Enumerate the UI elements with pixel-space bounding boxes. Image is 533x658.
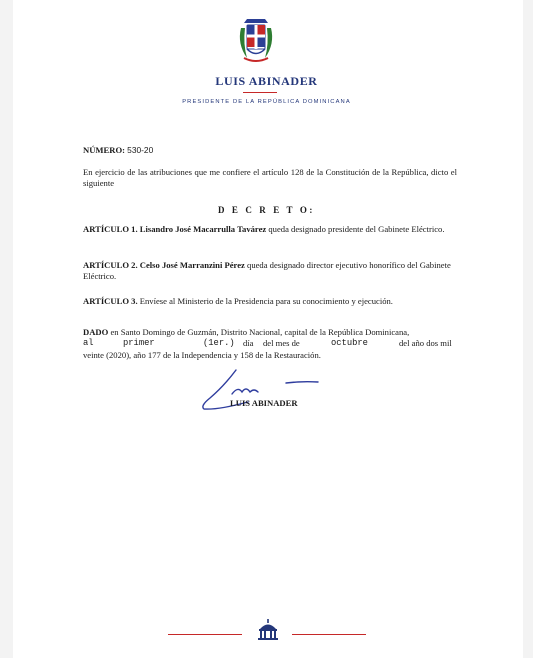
dado-al: al xyxy=(83,338,94,348)
letterhead-title: PRESIDENTE DE LA REPÚBLICA DOMINICANA xyxy=(182,99,351,105)
dado-dia: día xyxy=(243,338,254,348)
dado-day-word: primer xyxy=(123,338,155,348)
decree-number-value: 530-20 xyxy=(127,145,154,155)
palace-emblem-icon xyxy=(256,619,280,641)
dado-line-3: veinte (2020), año 177 de la Independencia y 158 de la Restauración. xyxy=(83,350,321,360)
dado-anio: del año dos mil xyxy=(399,338,452,348)
article-3 xyxy=(83,296,457,307)
article-1-text: queda designado presidente del Gabinete Eléctrico. xyxy=(268,224,445,234)
dado-line-1 xyxy=(83,327,457,338)
dado-date-line xyxy=(83,338,463,350)
article-2-appointee: Celso José Marranzini Pérez xyxy=(139,260,245,270)
article-3-label: ARTÍCULO 3. xyxy=(83,296,138,306)
footer-divider-right xyxy=(292,634,366,635)
article-1-label: ARTÍCULO 1. xyxy=(83,224,138,234)
article-1 xyxy=(83,224,457,235)
letterhead-divider xyxy=(243,92,277,93)
article-2-label: ARTÍCULO 2. xyxy=(83,260,138,270)
coat-of-arms-icon xyxy=(235,14,277,66)
decree-heading: D E C R E T O: xyxy=(217,205,316,215)
dado-label: DADO xyxy=(83,327,109,337)
decree-number-label: NÚMERO: xyxy=(83,145,126,155)
article-2 xyxy=(83,260,457,282)
footer-divider-left xyxy=(168,634,242,635)
signer-name: LUIS ABINADER xyxy=(230,398,298,408)
article-2-text: queda designado director ejecutivo honorífico del Gabinete Eléctrico. xyxy=(83,260,451,281)
decree-number xyxy=(83,145,153,156)
dado-del-mes: del mes de xyxy=(263,338,300,348)
dado-day-number: (1er.) xyxy=(203,338,235,348)
dado-month: octubre xyxy=(331,338,368,348)
intro-paragraph: En ejercicio de las atribuciones que me confiere el artículo 128 de la Constitución de la República, dicto el siguiente xyxy=(83,167,457,188)
dado-place: en Santo Domingo de Guzmán, Distrito Nacional, capital de la República Dominicana, xyxy=(110,327,410,337)
letterhead-name: LUIS ABINADER xyxy=(215,74,318,88)
article-1-appointee: Lisandro José Macarrulla Tavárez xyxy=(139,224,267,234)
article-3-text: Envíese al Ministerio de la Presidencia para su conocimiento y ejecución. xyxy=(139,296,393,306)
